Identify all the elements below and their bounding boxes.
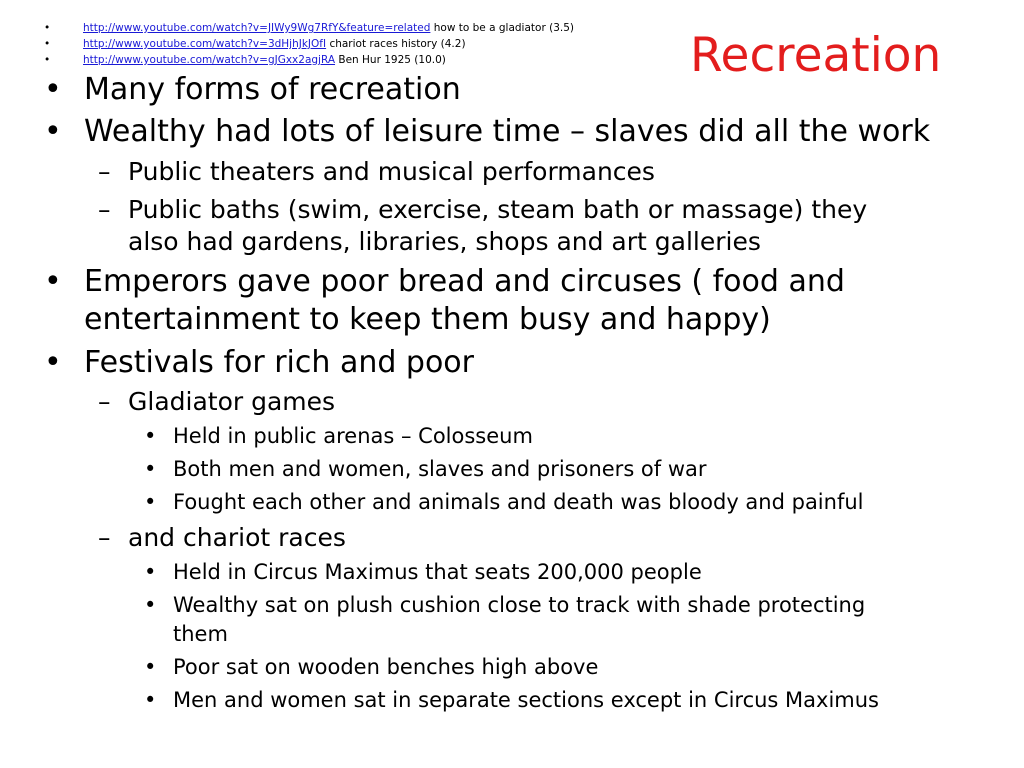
- bullet-level1: [44, 113, 1014, 151]
- video-link-item: [44, 36, 574, 52]
- video-link-item: [44, 20, 574, 36]
- bullet-dot-icon: •: [144, 424, 157, 448]
- bullet-dot-icon: •: [44, 38, 51, 50]
- bullet-dot-icon: •: [44, 264, 62, 299]
- bullet-dot-icon: •: [144, 560, 157, 584]
- bullet-dot-icon: •: [44, 22, 51, 34]
- bullet-text: Held in public arenas – Colosseum: [173, 424, 533, 448]
- bullet-text: Men and women sat in separate sections except in Circus Maximus: [173, 688, 880, 712]
- dash-bullet-icon: –: [98, 387, 111, 416]
- bullet-text: also had gardens, libraries, shops and art galleries: [128, 227, 761, 256]
- bullet-text: Wealthy sat on plush cushion close to track with shade protecting: [173, 593, 866, 617]
- video-link-item: [44, 52, 574, 68]
- bullet-level1-continuation: [44, 301, 1014, 339]
- bullet-level3-continuation: [44, 620, 1014, 649]
- bullet-level1: [44, 71, 1014, 109]
- bullet-dot-icon: •: [44, 54, 51, 66]
- video-link-description: chariot races history (4.2): [329, 38, 466, 50]
- bullet-text: entertainment to keep them busy and happy): [84, 302, 771, 337]
- bullet-text: Many forms of recreation: [84, 72, 461, 107]
- bullet-dot-icon: •: [44, 72, 62, 107]
- dash-bullet-icon: –: [98, 523, 111, 552]
- bullet-text: Public theaters and musical performances: [128, 157, 655, 186]
- bullet-text: and chariot races: [128, 523, 346, 552]
- bullet-dot-icon: •: [144, 457, 157, 481]
- bullet-text: Held in Circus Maximus that seats 200,000 people: [173, 560, 702, 584]
- bullet-text: Fought each other and animals and death was bloody and painful: [173, 490, 864, 514]
- bullet-text: them: [173, 622, 228, 646]
- bullet-level3: [44, 455, 1014, 484]
- video-link-gladiator[interactable]: http://www.youtube.com/watch?v=JIWy9Wg7RfY&feature=related: [83, 22, 431, 34]
- bullet-text: Poor sat on wooden benches high above: [173, 655, 599, 679]
- video-link-description: how to be a gladiator (3.5): [433, 22, 574, 34]
- dash-bullet-icon: –: [98, 195, 111, 224]
- bullet-dot-icon: •: [44, 345, 62, 380]
- bullet-text: Festivals for rich and poor: [84, 345, 474, 380]
- bullet-dot-icon: •: [144, 593, 157, 617]
- bullet-level3: [44, 422, 1014, 451]
- video-link-description: Ben Hur 1925 (10.0): [338, 54, 446, 66]
- bullet-level3: [44, 488, 1014, 517]
- slide-title: Recreation: [690, 28, 942, 83]
- bullet-text: Emperors gave poor bread and circuses ( food and: [84, 264, 845, 299]
- bullet-text: Wealthy had lots of leisure time – slaves did all the work: [84, 114, 931, 149]
- bullet-level2: [44, 522, 1014, 554]
- bullet-text: Gladiator games: [128, 387, 336, 416]
- bullet-level3: [44, 653, 1014, 682]
- bullet-level1: [44, 344, 1014, 382]
- bullet-level2: [44, 386, 1014, 418]
- video-links-list: [44, 20, 574, 68]
- bullet-text: Public baths (swim, exercise, steam bath or massage) they: [128, 195, 868, 224]
- slide-body: [44, 71, 1014, 715]
- bullet-level3: [44, 686, 1014, 715]
- bullet-dot-icon: •: [44, 114, 62, 149]
- bullet-dot-icon: •: [144, 490, 157, 514]
- dash-bullet-icon: –: [98, 157, 111, 186]
- video-link-chariot[interactable]: http://www.youtube.com/watch?v=3dHjhJkJOfI: [83, 38, 327, 50]
- bullet-level2-continuation: [44, 226, 1014, 258]
- bullet-level2: [44, 194, 1014, 226]
- bullet-level3: [44, 558, 1014, 587]
- video-link-ben-hur[interactable]: http://www.youtube.com/watch?v=gJGxx2agjRA: [83, 54, 336, 66]
- bullet-level3: [44, 591, 1014, 620]
- bullet-text: Both men and women, slaves and prisoners of war: [173, 457, 707, 481]
- bullet-dot-icon: •: [144, 688, 157, 712]
- bullet-level2: [44, 156, 1014, 188]
- bullet-level1: [44, 263, 1014, 301]
- bullet-dot-icon: •: [144, 655, 157, 679]
